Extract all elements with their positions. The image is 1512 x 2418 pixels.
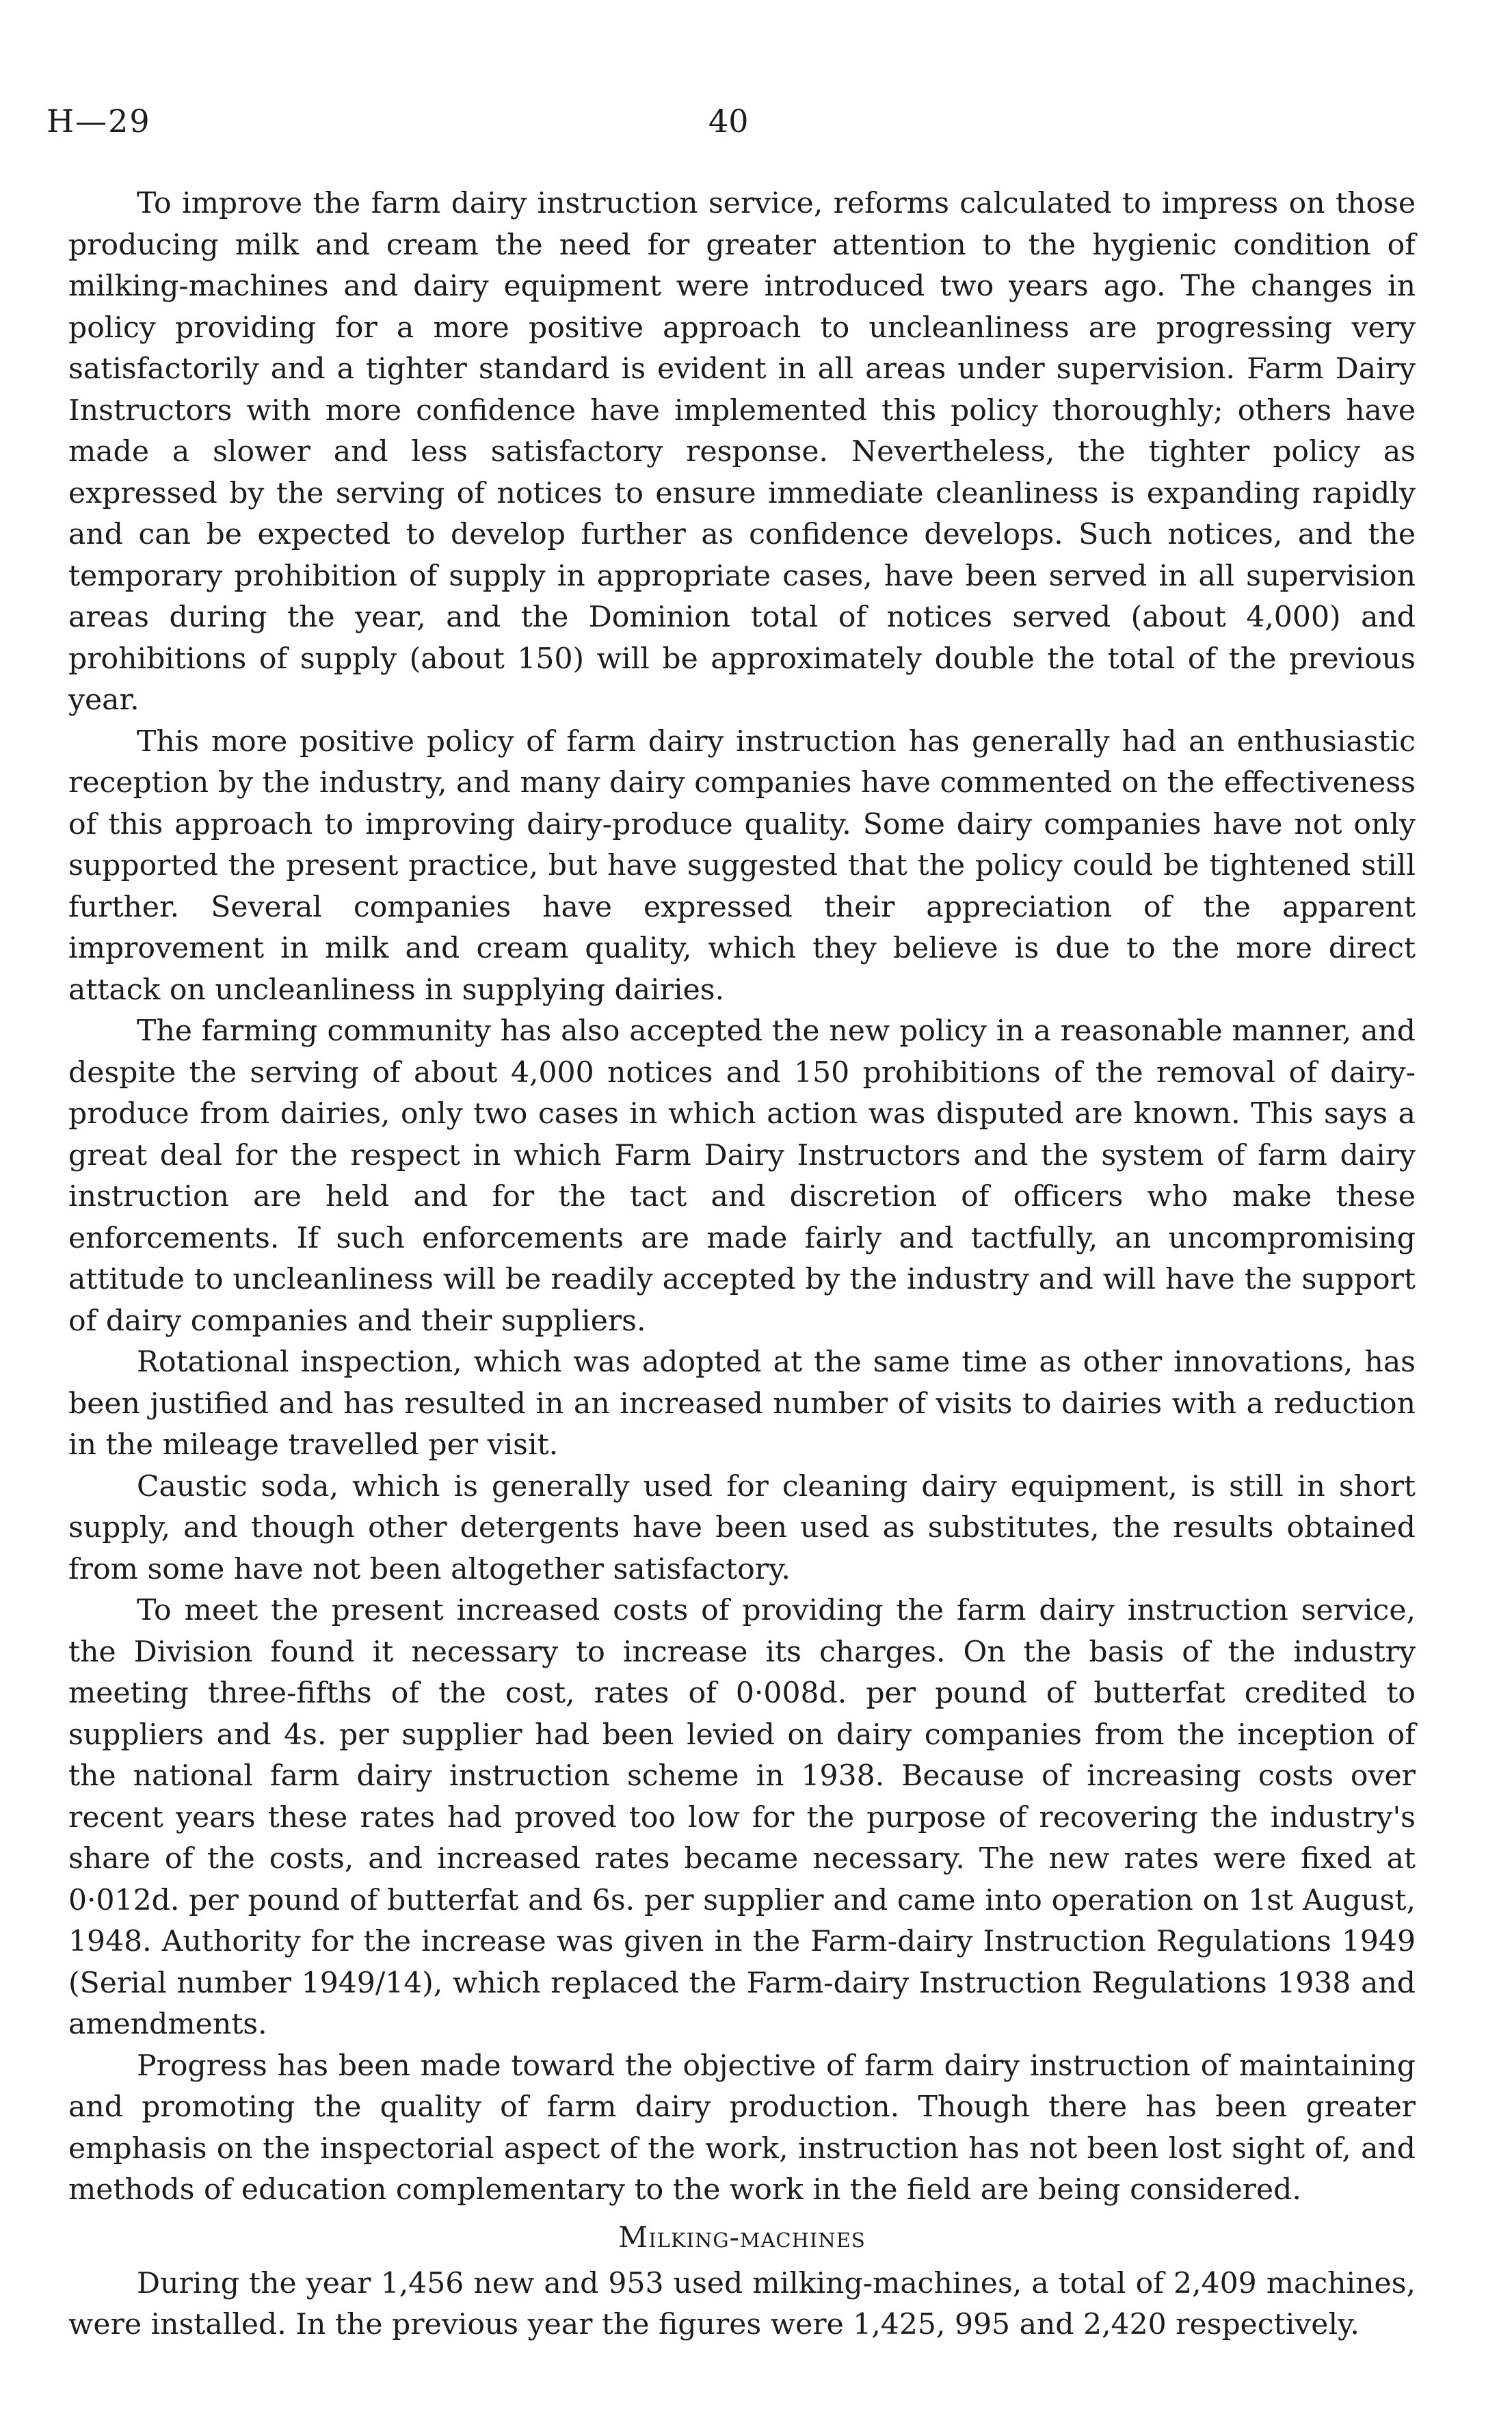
body-text	[68, 183, 1416, 2346]
paragraph: To improve the farm dairy instruction service, reforms calculated to impress on those producing milk and cream the need for greater attention to the hygienic condition of milking-machines and dairy equipment were introduced two years ago. The changes in policy providing for a more positive approach to uncleanliness are progressing very satisfactorily and a tighter standard is evident in all areas under supervision. Farm Dairy Instructors with more confidence have implemented this policy thoroughly; others have made a slower and less satisfactory response. Nevertheless, the tighter policy as expressed by the serving of notices to ensure immediate cleanliness is expanding rapidly and can be expected to develop further as confidence develops. Such notices, and the temporary prohibition of supply in appropriate cases, have been served in all supervision areas during the year, and the Dominion total of notices served (about 4,000) and prohibitions of supply (about 150) will be approximately double the total of the previous year.	[68, 187, 1416, 717]
paragraph: Caustic soda, which is generally used for cleaning dairy equipment, is still in short supply, and though other detergents have been used as substitutes, the results obtained from some have not been altogether satisfactory.	[68, 1469, 1416, 1586]
paragraph: This more positive policy of farm dairy instruction has generally had an enthusiastic reception by the industry, and many dairy companies have commented on the effectiveness of this approach to improving dairy-produce quality. Some dairy companies have not only supported the present practice, but have suggested that the policy could be tightened still further. Several companies have expressed their appreciation of the apparent improvement in milk and cream quality, which they believe is due to the more direct attack on uncleanliness in supplying dairies.	[68, 724, 1416, 1007]
section-heading: Milking-machines	[618, 2220, 866, 2254]
document-reference: H—29	[47, 103, 151, 140]
paragraph: The farming community has also accepted the new policy in a reasonable manner, and despite the serving of about 4,000 notices and 150 prohibitions of the removal of dairy-produce from dairies, only two cases in which action was disputed are known. This says a great deal for the respect in which Farm Dairy Instructors and the system of farm dairy instruction are held and for the tact and discretion of officers who make these enforcements. If such enforcements are made fairly and tactfully, an uncompromising attitude to uncleanliness will be readily accepted by the industry and will have the support of dairy companies and their suppliers.	[68, 1014, 1416, 1338]
page-number: 40	[708, 103, 749, 140]
paragraph: Progress has been made toward the objective of farm dairy instruction of maintaining and promoting the quality of farm dairy production. Though there has been greater emphasis on the inspectorial aspect of the work, instruction has not been lost sight of, and methods of education complementary to the work in the field are being considered.	[68, 2049, 1416, 2207]
paragraph: To meet the present increased costs of providing the farm dairy instruction service, the Division found it necessary to increase its charges. On the basis of the industry meeting three-fifths of the cost, rates of 0·008d. per pound of butterfat credited to suppliers and 4s. per supplier had been levied on dairy companies from the inception of the national farm dairy instruction scheme in 1938. Because of increasing costs over recent years these rates had proved too low for the purpose of recovering the industry's share of the costs, and increased rates became necessary. The new rates were fixed at 0·012d. per pound of butterfat and 6s. per supplier and came into operation on 1st August, 1948. Authority for the increase was given in the Farm-dairy Instruction Regulations 1949 (Serial number 1949/14), which replaced the Farm-dairy Instruction Regulations 1938 and amendments.	[68, 1594, 1416, 2041]
page-header	[47, 103, 1483, 157]
paragraph: Rotational inspection, which was adopted at the same time as other innovations, has been justified and has resulted in an increased number of visits to dairies with a reduction in the mileage travelled per visit.	[68, 1345, 1416, 1462]
paragraph: During the year 1,456 new and 953 used milking-machines, a total of 2,409 machines, were installed. In the previous year the figures were 1,425, 995 and 2,420 respectively.	[68, 2266, 1416, 2341]
